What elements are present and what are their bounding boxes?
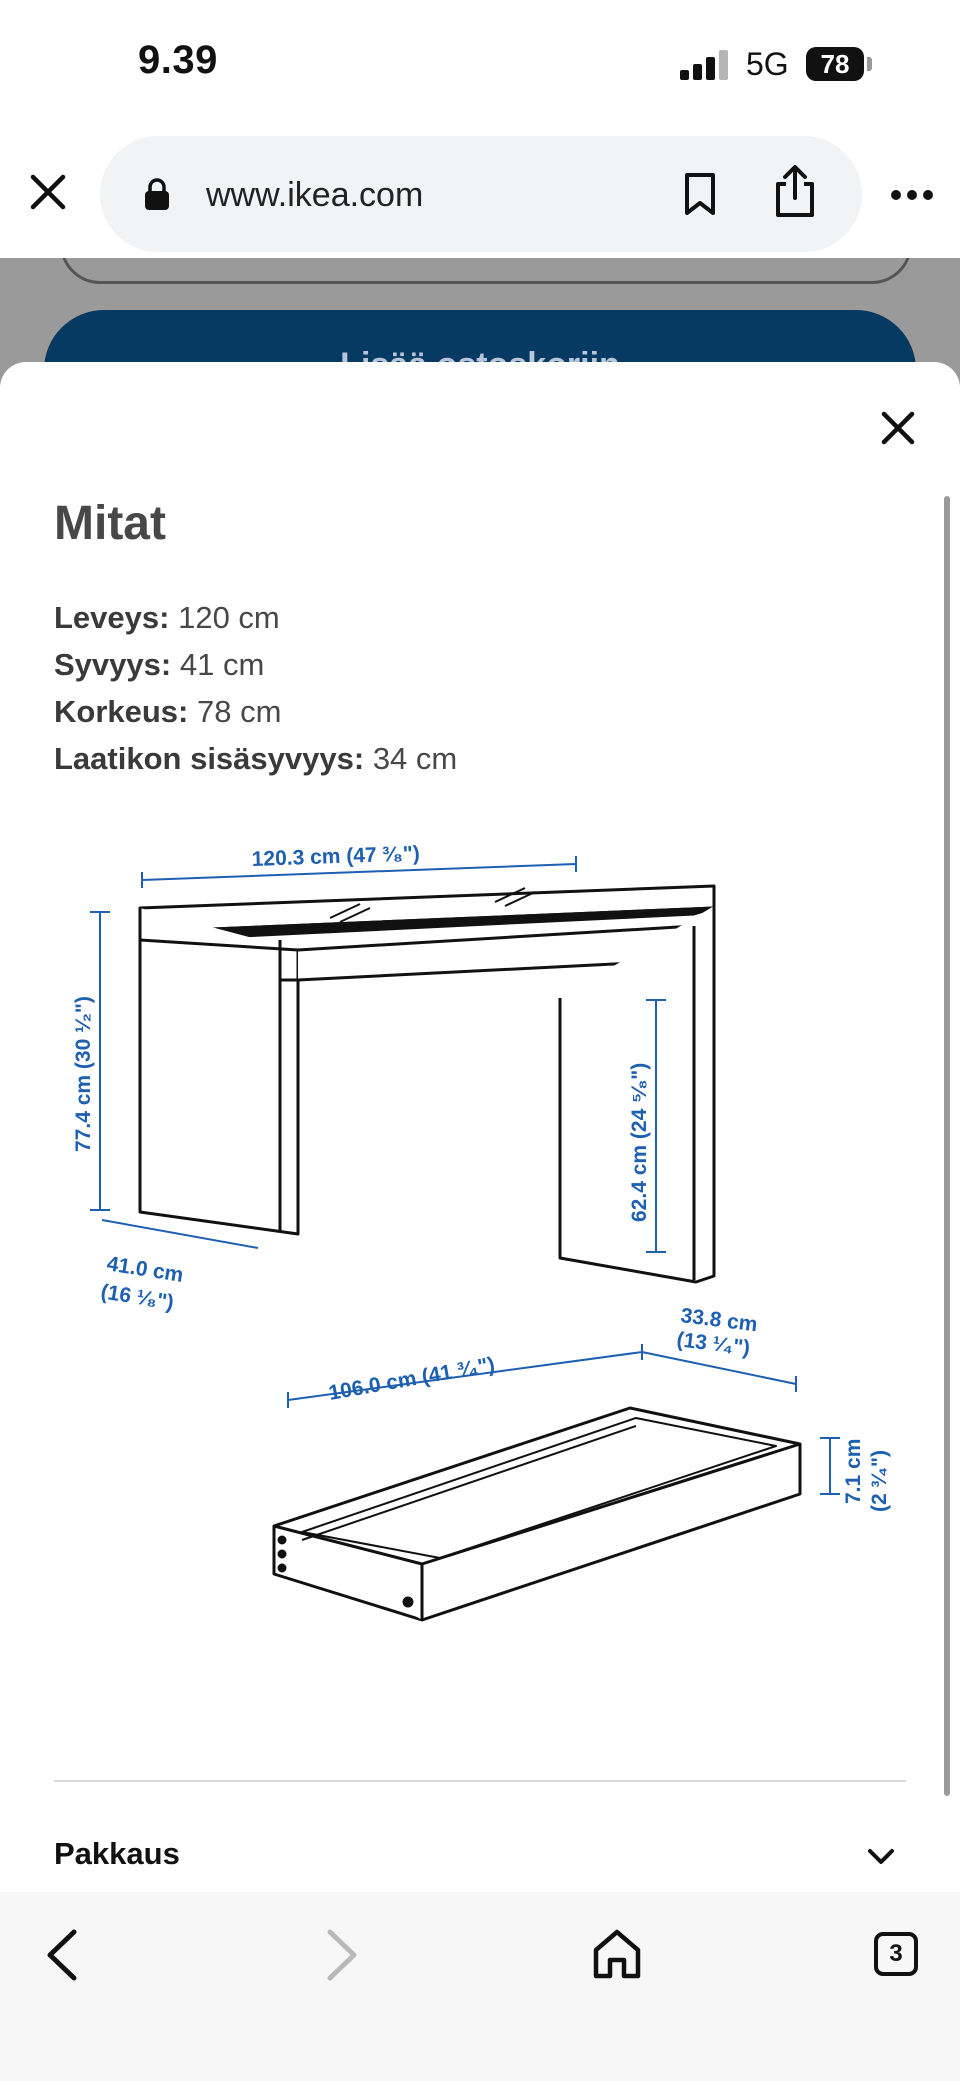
sheet-close-icon[interactable] [878,408,918,448]
home-icon[interactable] [592,1928,642,1980]
bottom-toolbar [0,1892,960,2022]
battery-icon: 78 [806,47,864,81]
dimension-label: Leveys: [54,600,170,635]
scrollbar[interactable] [944,496,950,1796]
drawer-depth-cm-label: 33.8 cm [679,1304,759,1337]
dimension-value: 78 cm [197,694,282,729]
drawer-height-cm-label: 7.1 cm [842,1438,865,1504]
table-width-label: 120.3 cm (47 ³⁄₈") [251,842,421,871]
signal-icon [680,50,732,80]
tabs-count-button[interactable]: 3 [874,1932,918,1976]
dimension-row-drawer-depth [54,735,457,782]
dimension-diagram [40,822,920,1642]
drawer-drawing [274,1408,800,1620]
url-text[interactable]: www.ikea.com [206,176,424,214]
drawer-depth-in-label: (13 ¹⁄₄") [675,1328,752,1360]
dimension-label: Korkeus: [54,694,189,729]
chevron-down-icon[interactable] [866,1846,896,1866]
status-bar [0,0,960,130]
dimensions-list [54,594,457,782]
table-depth-in-label: (16 ¹⁄₈") [99,1280,176,1315]
address-bar[interactable] [100,136,862,252]
divider [54,1780,906,1782]
dimension-value: 41 cm [179,647,265,682]
home-indicator-area [0,2022,960,2081]
dimension-row-height [54,688,457,735]
browser-bar [0,130,960,258]
battery-nub [867,57,872,71]
sheet-title: Mitat [54,497,166,550]
drawer-height-in-label: (2 ³⁄₄") [868,1450,891,1512]
drawer-width-label: 106.0 cm (41 ³⁄₄") [326,1353,497,1405]
accordion-title: Pakkaus [54,1836,180,1871]
back-icon[interactable] [44,1928,80,1982]
network-type: 5G [746,46,789,82]
dimension-row-depth [54,641,457,688]
dimension-label: Syvyys: [54,647,172,682]
dimension-row-width [54,594,457,641]
inner-height-label: 62.4 cm (24 ⁵⁄₈") [628,1062,651,1222]
forward-icon[interactable] [324,1928,360,1982]
dimensions-sheet [0,362,960,1892]
table-depth-cm-label: 41.0 cm [105,1252,185,1287]
status-time: 9.39 [138,38,218,82]
dimension-value: 34 cm [372,741,458,776]
lock-icon [144,178,170,210]
share-icon[interactable] [772,164,818,218]
dimension-label: Laatikon sisäsyvyys: [54,741,365,776]
table-height-label: 77.4 cm (30 ¹⁄₂") [72,996,95,1152]
accordion-packaging[interactable] [54,1830,906,1890]
bookmark-icon[interactable] [682,172,718,216]
more-icon[interactable] [890,188,934,202]
close-icon[interactable] [28,172,68,212]
dimension-value: 120 cm [178,600,280,635]
dimmed-outline-button [60,258,912,284]
